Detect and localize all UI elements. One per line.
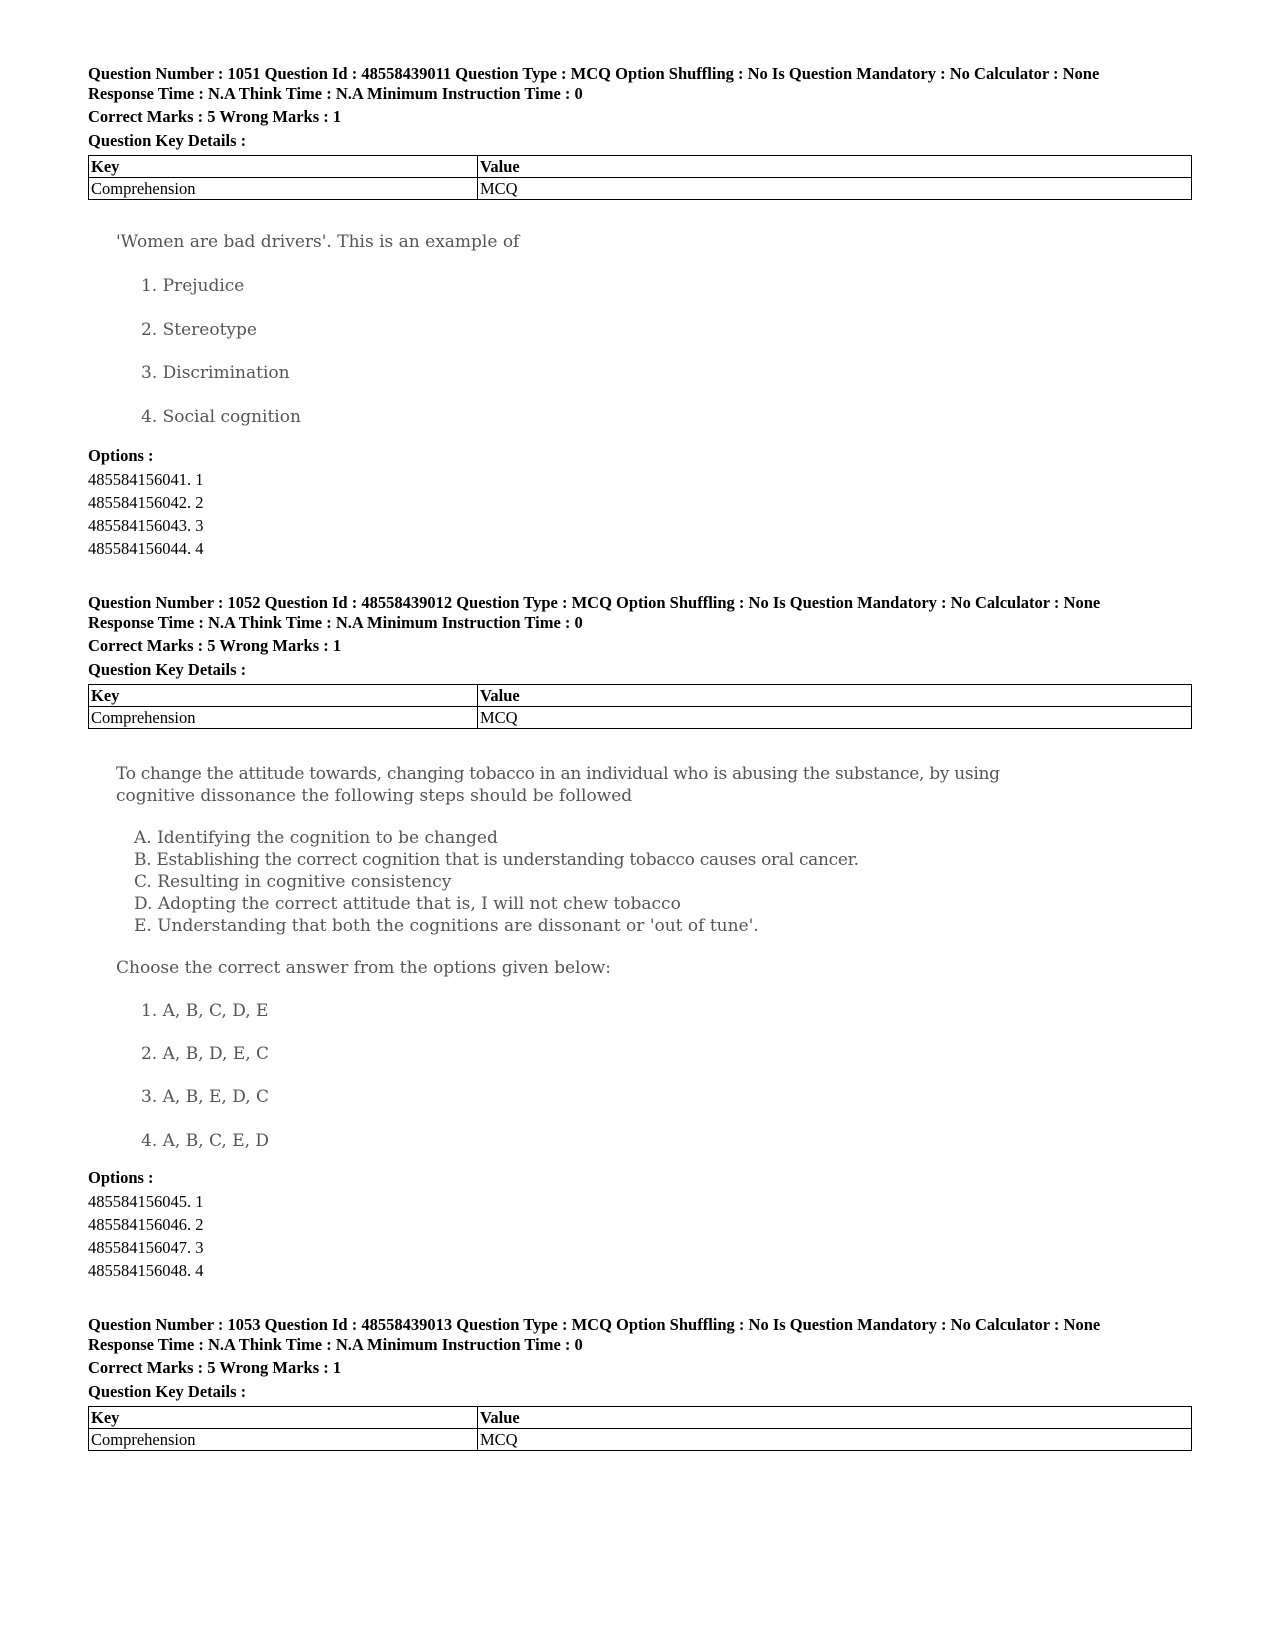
key-header: Key	[89, 685, 478, 707]
question-header-line: Question Number : 1053 Question Id : 48558439013 Question Type : MCQ Option Shuffling : No Is Question Mandatory : No Calculator : None	[88, 1315, 1101, 1334]
question-choice: 4. Social cognition	[141, 407, 301, 427]
question-image	[116, 764, 1116, 1164]
question-step: D. Adopting the correct attitude that is, I will not chew tobacco	[134, 894, 681, 914]
question-header-line: Question Number : 1052 Question Id : 48558439012 Question Type : MCQ Option Shuffling : No Is Question Mandatory : No Calculator : None	[88, 593, 1101, 612]
question-choice: 2. Stereotype	[141, 320, 257, 340]
key-cell: Comprehension	[89, 1429, 478, 1451]
key-details-label: Question Key Details :	[88, 131, 247, 150]
question-choice: 3. A, B, E, D, C	[141, 1087, 270, 1107]
question-block	[88, 1315, 1192, 1451]
key-details-label: Question Key Details :	[88, 1382, 247, 1401]
key-header: Key	[89, 156, 478, 178]
question-choice: 2. A, B, D, E, C	[141, 1044, 270, 1064]
question-step: C. Resulting in cognitive consistency	[134, 872, 452, 892]
key-cell: Comprehension	[89, 707, 478, 729]
value-cell: MCQ	[478, 1429, 1192, 1451]
key-cell: Comprehension	[89, 178, 478, 200]
option-line: 485584156042. 2	[88, 493, 204, 512]
question-choice: 4. A, B, C, E, D	[141, 1131, 270, 1151]
value-cell: MCQ	[478, 178, 1192, 200]
question-step: B. Establishing the correct cognition that is understanding tobacco causes oral cancer.	[134, 850, 859, 870]
question-block	[88, 593, 1192, 729]
option-line: 485584156046. 2	[88, 1215, 204, 1234]
value-header: Value	[478, 1407, 1192, 1429]
question-choice: 1. A, B, C, D, E	[141, 1001, 269, 1021]
question-stem: cognitive dissonance the following steps should be followed	[116, 786, 633, 806]
key-header: Key	[89, 1407, 478, 1429]
question-choice: 1. Prejudice	[141, 276, 245, 296]
key-details-table	[88, 1406, 1192, 1451]
question-header-line: Question Number : 1051 Question Id : 48558439011 Question Type : MCQ Option Shuffling : No Is Question Mandatory : No Calculator : None	[88, 64, 1100, 83]
option-line: 485584156041. 1	[88, 470, 204, 489]
question-header-line: Response Time : N.A Think Time : N.A Minimum Instruction Time : 0	[88, 612, 583, 632]
question-header-line: Response Time : N.A Think Time : N.A Minimum Instruction Time : 0	[88, 1334, 583, 1354]
question-stem: To change the attitude towards, changing tobacco in an individual who is abusing the substance, by using	[116, 764, 1000, 784]
option-line: 485584156043. 3	[88, 516, 204, 535]
question-step: E. Understanding that both the cognitions are dissonant or 'out of tune'.	[134, 916, 759, 936]
question-stem: 'Women are bad drivers'. This is an example of	[116, 232, 520, 252]
key-details-table	[88, 684, 1192, 729]
question-marks: Correct Marks : 5 Wrong Marks : 1	[88, 1358, 342, 1377]
options-label: Options :	[88, 1168, 154, 1187]
value-header: Value	[478, 156, 1192, 178]
option-line: 485584156047. 3	[88, 1238, 204, 1257]
option-line: 485584156048. 4	[88, 1261, 204, 1280]
question-marks: Correct Marks : 5 Wrong Marks : 1	[88, 107, 342, 126]
question-choice: 3. Discrimination	[141, 363, 290, 383]
question-marks: Correct Marks : 5 Wrong Marks : 1	[88, 636, 342, 655]
key-details-label: Question Key Details :	[88, 660, 247, 679]
question-step: A. Identifying the cognition to be changed	[134, 828, 498, 848]
question-block	[88, 64, 1192, 200]
option-line: 485584156045. 1	[88, 1192, 204, 1211]
options-label: Options :	[88, 446, 154, 465]
value-cell: MCQ	[478, 707, 1192, 729]
question-header-line: Response Time : N.A Think Time : N.A Minimum Instruction Time : 0	[88, 83, 583, 103]
question-instruction: Choose the correct answer from the options given below:	[116, 958, 611, 978]
question-image	[116, 232, 816, 432]
key-details-table	[88, 155, 1192, 200]
option-line: 485584156044. 4	[88, 539, 204, 558]
value-header: Value	[478, 685, 1192, 707]
